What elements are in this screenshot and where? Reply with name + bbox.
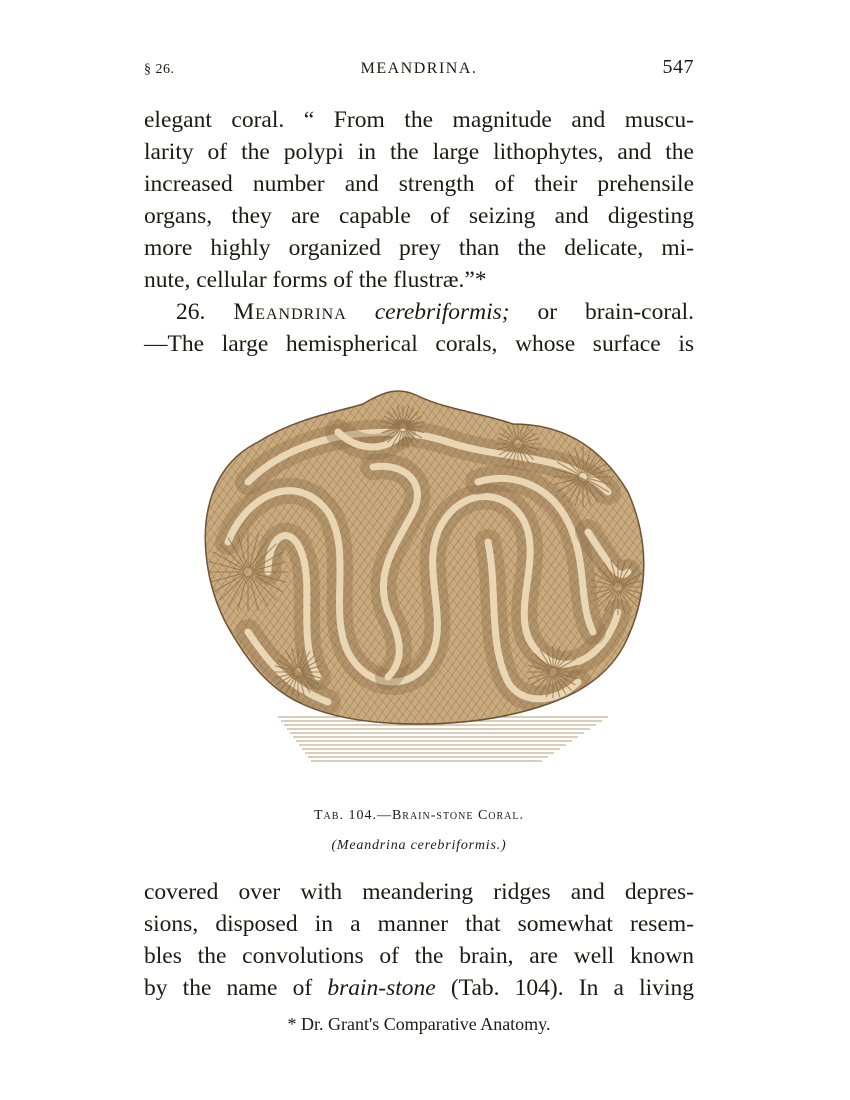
coral-engraving	[188, 372, 658, 782]
running-title: MEANDRINA.	[360, 60, 478, 77]
text-line: nute, cellular forms of the flustræ.”*	[144, 267, 487, 293]
genus-name: Meandrina	[233, 299, 347, 325]
caption-prefix: Tab. 104.—	[314, 808, 392, 823]
text-line	[144, 972, 694, 1004]
body-text-bottom	[144, 876, 694, 1004]
text-fragment: by the name of	[144, 975, 328, 1001]
brain-coral-illustration	[188, 372, 658, 782]
text-line: sions, disposed in a manner that somewhat resem-	[144, 911, 694, 937]
text-line: —The large hemispherical corals, whose surface is	[144, 331, 694, 357]
caption-title: Brain-stone Coral.	[391, 808, 524, 823]
text-line: increased number and strength of their prehensile	[144, 171, 694, 197]
text-line: larity of the polypi in the large lithophytes, and the	[144, 139, 694, 165]
text-line: covered over with meandering ridges and depres-	[144, 879, 694, 905]
body-text-top	[144, 104, 694, 360]
text-fragment: (Tab. 104). In a living	[435, 975, 694, 1001]
species-name: cerebriformis;	[374, 299, 510, 325]
text-line: more highly organized prey than the delicate, mi-	[144, 235, 694, 261]
section-marker: § 26.	[144, 62, 175, 77]
section-heading-line	[144, 296, 694, 328]
running-head	[144, 56, 694, 84]
text-line: bles the convolutions of the brain, are well known	[144, 943, 694, 969]
section-number: 26.	[176, 299, 206, 325]
italic-term: brain-stone	[327, 975, 436, 1001]
common-name: or brain-coral.	[509, 299, 694, 325]
figure-latin-name: (Meandrina cerebriformis.)	[331, 838, 507, 853]
text-line: organs, they are capable of seizing and digesting	[144, 203, 694, 229]
footnote: * Dr. Grant's Comparative Anatomy.	[287, 1014, 551, 1034]
page-number: 547	[662, 56, 694, 78]
figure-caption	[144, 808, 694, 824]
text-line: elegant coral. “ From the magnitude and muscu-	[144, 107, 694, 133]
